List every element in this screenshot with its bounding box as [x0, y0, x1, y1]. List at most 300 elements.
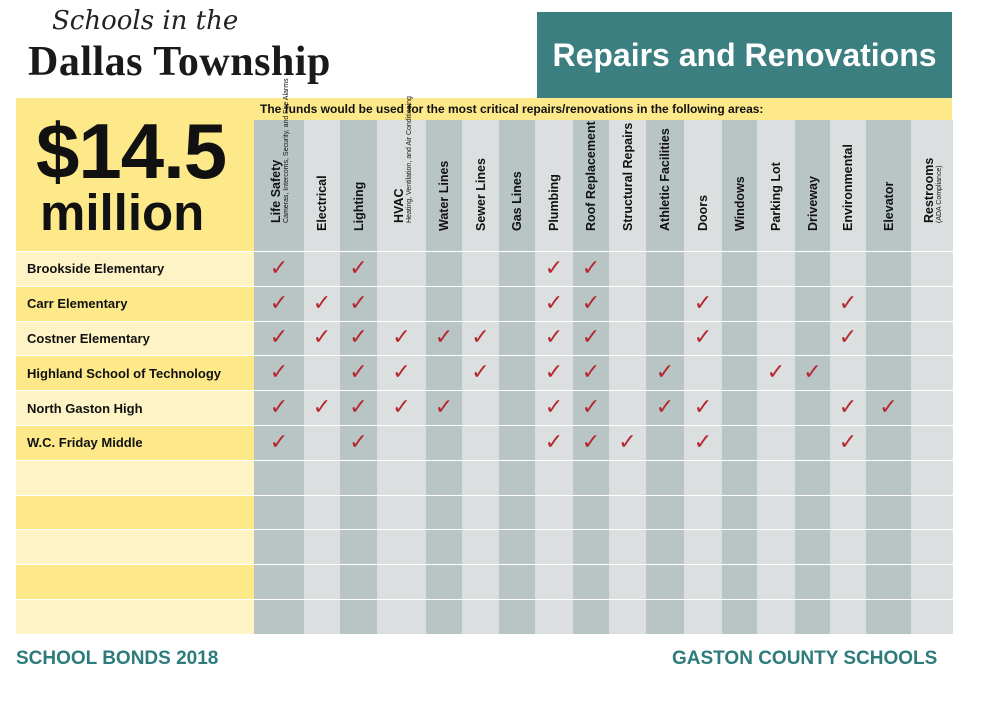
column-header-label	[769, 162, 783, 231]
grid-cell	[377, 529, 426, 564]
column-header-text: Water Lines	[437, 160, 451, 231]
column-13	[757, 120, 795, 634]
grid-cell	[684, 529, 722, 564]
grid-cell	[573, 251, 609, 286]
grid-cell	[609, 390, 646, 425]
check-icon: ✓	[544, 429, 564, 455]
school-row-label	[16, 495, 254, 530]
grid-cell	[684, 390, 722, 425]
check-icon: ✓	[349, 395, 368, 421]
grid-cell	[254, 355, 304, 390]
grid-cell	[830, 460, 866, 495]
grid-cell	[462, 355, 499, 390]
grid-cell	[684, 564, 722, 599]
grid-cell	[573, 460, 609, 495]
grid-cell	[830, 251, 866, 286]
check-icon: ✓	[693, 325, 713, 351]
grid-cell	[254, 390, 304, 425]
grid-cell	[911, 529, 953, 564]
grid-cell	[609, 321, 646, 356]
check-icon: ✓	[269, 395, 289, 421]
grid-cell	[304, 599, 340, 634]
grid-cell	[795, 286, 830, 321]
grid-cell	[757, 251, 795, 286]
grid-cell	[757, 564, 795, 599]
grid-cell	[911, 599, 953, 634]
grid-cell	[535, 425, 573, 460]
check-icon: ✓	[581, 290, 601, 316]
column-header-text: HVAC	[391, 188, 406, 223]
grid-cell	[535, 286, 573, 321]
grid-cell	[866, 390, 911, 425]
grid-cell	[426, 599, 462, 634]
grid-cell	[684, 599, 722, 634]
grid-cell	[535, 564, 573, 599]
column-header	[426, 120, 462, 252]
grid-cell	[377, 251, 426, 286]
column-header-label	[352, 182, 366, 231]
grid-cell	[646, 286, 684, 321]
grid-cell	[911, 321, 953, 356]
grid-cell	[830, 390, 866, 425]
grid-cell	[911, 251, 953, 286]
grid-cell	[254, 529, 304, 564]
grid-cell	[684, 355, 722, 390]
grid-cell	[254, 599, 304, 634]
school-row-label: Carr Elementary	[16, 286, 254, 321]
grid-cell	[684, 460, 722, 495]
column-header-label	[437, 161, 451, 231]
grid-cell	[462, 425, 499, 460]
check-icon: ✓	[349, 429, 368, 455]
grid-cell	[646, 390, 684, 425]
column-header-subtext: Heating, Ventilation, and Air Conditioning	[405, 96, 413, 223]
grid-cell	[499, 460, 535, 495]
column-header-text: Doors	[696, 194, 710, 231]
grid-cell	[795, 355, 830, 390]
column-header-text: Athletic Facilities	[658, 128, 672, 231]
check-icon: ✓	[349, 255, 368, 281]
grid-cell	[866, 495, 911, 530]
grid-cell	[866, 251, 911, 286]
grid-cell	[646, 251, 684, 286]
grid-cell	[462, 286, 499, 321]
column-header-label	[547, 174, 561, 231]
grid-cell	[646, 529, 684, 564]
grid-cell	[757, 321, 795, 356]
grid-cell	[573, 286, 609, 321]
grid-cell	[573, 425, 609, 460]
grid-cell	[866, 286, 911, 321]
funding-amount: $14.5	[36, 107, 227, 195]
check-icon: ✓	[581, 360, 601, 386]
grid-cell	[722, 425, 757, 460]
grid-cell	[499, 251, 535, 286]
check-icon: ✓	[838, 290, 858, 316]
script-title: Schools in the	[52, 6, 239, 36]
check-icon: ✓	[655, 395, 675, 421]
grid-cell	[795, 564, 830, 599]
grid-cell	[377, 321, 426, 356]
grid-cell	[757, 529, 795, 564]
grid-cell	[304, 355, 340, 390]
grid-cell	[426, 251, 462, 286]
column-header	[377, 96, 426, 252]
grid-cell	[795, 460, 830, 495]
grid-cell	[340, 460, 377, 495]
grid-cell	[535, 460, 573, 495]
grid-cell	[911, 425, 953, 460]
grid-cell	[377, 599, 426, 634]
column-header-label	[658, 128, 672, 231]
grid-cell	[609, 599, 646, 634]
school-row-label	[16, 599, 254, 634]
grid-cell	[426, 529, 462, 564]
check-icon: ✓	[838, 429, 858, 455]
grid-cell	[462, 599, 499, 634]
grid-cell	[722, 495, 757, 530]
check-icon: ✓	[269, 325, 289, 351]
grid-cell	[830, 599, 866, 634]
grid-cell	[426, 390, 462, 425]
grid-cell	[304, 495, 340, 530]
column-header-text: Electrical	[315, 175, 329, 231]
grid-cell	[757, 355, 795, 390]
grid-cell	[499, 321, 535, 356]
grid-cell	[646, 425, 684, 460]
grid-cell	[795, 425, 830, 460]
column-16	[866, 120, 911, 634]
grid-cell	[830, 564, 866, 599]
school-row-label: W.C. Friday Middle	[16, 425, 254, 460]
grid-cell	[462, 564, 499, 599]
column-header	[462, 120, 499, 252]
grid-cell	[573, 529, 609, 564]
check-icon: ✓	[269, 255, 289, 281]
column-header-text: Restrooms	[922, 157, 936, 223]
school-row-label	[16, 529, 254, 564]
grid-cell	[254, 425, 304, 460]
grid-cell	[757, 390, 795, 425]
column-header-label	[621, 123, 635, 231]
grid-cell	[462, 460, 499, 495]
grid-cell	[609, 355, 646, 390]
column-header-subtext: Cameras, Intercoms, Security, and Fire Alarms	[283, 78, 290, 223]
grid-cell	[757, 460, 795, 495]
check-icon: ✓	[581, 325, 601, 351]
column-5	[462, 120, 499, 634]
grid-cell	[377, 286, 426, 321]
check-icon: ✓	[392, 395, 411, 421]
grid-cell	[795, 599, 830, 634]
grid-cell	[646, 564, 684, 599]
grid-cell	[795, 390, 830, 425]
column-header-label	[696, 195, 710, 231]
column-header	[646, 120, 684, 252]
check-icon: ✓	[693, 429, 713, 455]
grid-cell	[646, 495, 684, 530]
school-row-label	[16, 460, 254, 495]
grid-cell	[499, 355, 535, 390]
grid-cell	[254, 564, 304, 599]
check-icon: ✓	[434, 325, 454, 351]
column-1	[304, 120, 340, 634]
column-header	[684, 120, 722, 252]
check-icon: ✓	[349, 360, 368, 386]
check-icon: ✓	[312, 325, 332, 351]
grid-cell	[609, 460, 646, 495]
check-icon: ✓	[581, 429, 601, 455]
column-3	[377, 96, 426, 634]
column-header	[254, 78, 304, 252]
grid-cell	[304, 460, 340, 495]
grid-cell	[573, 355, 609, 390]
column-header-text: Roof Replacement	[584, 121, 598, 231]
column-header-label	[392, 96, 414, 223]
column-header	[340, 120, 377, 252]
column-header-text: Structural Repairs	[620, 122, 635, 231]
check-icon: ✓	[312, 290, 332, 316]
check-icon: ✓	[581, 395, 601, 421]
column-11	[684, 120, 722, 634]
column-header-text: Lighting	[351, 181, 366, 231]
column-header-subtext: (ADA Compliance)	[936, 165, 943, 223]
grid-cell	[684, 286, 722, 321]
column-header-label	[474, 158, 488, 231]
grid-cell	[866, 425, 911, 460]
column-header-text: Sewer Lines	[473, 158, 488, 231]
grid-cell	[426, 495, 462, 530]
column-8	[573, 120, 609, 634]
grid-cell	[340, 495, 377, 530]
column-4	[426, 120, 462, 634]
check-icon: ✓	[544, 325, 564, 351]
check-icon: ✓	[349, 290, 368, 316]
column-header	[866, 120, 911, 252]
grid-cell	[911, 390, 953, 425]
check-icon: ✓	[392, 325, 411, 351]
grid-cell	[340, 599, 377, 634]
school-row-label	[16, 564, 254, 599]
grid-cell	[757, 286, 795, 321]
check-icon: ✓	[838, 325, 858, 351]
column-header-label	[510, 171, 524, 231]
grid-cell	[609, 251, 646, 286]
grid-cell	[340, 355, 377, 390]
grid-cell	[462, 321, 499, 356]
column-header-text: Environmental	[841, 144, 855, 231]
check-icon: ✓	[471, 325, 490, 351]
column-header	[609, 120, 646, 252]
grid-cell	[795, 321, 830, 356]
grid-cell	[830, 321, 866, 356]
column-header	[795, 120, 830, 252]
footer-school-bonds: SCHOOL BONDS 2018	[16, 648, 219, 669]
grid-cell	[795, 495, 830, 530]
column-header	[911, 120, 953, 252]
grid-cell	[304, 425, 340, 460]
grid-cell	[377, 495, 426, 530]
column-header-text: Gas Lines	[510, 171, 524, 231]
grid-cell	[254, 495, 304, 530]
grid-cell	[830, 425, 866, 460]
grid-cell	[573, 599, 609, 634]
grid-cell	[646, 460, 684, 495]
funding-unit: million	[40, 184, 205, 241]
column-header-text: Life Safety	[269, 159, 283, 223]
column-0	[254, 78, 304, 634]
grid-cell	[462, 251, 499, 286]
funds-intro: The funds would be used for the most critical repairs/renovations in the following areas:	[254, 98, 952, 120]
grid-cell	[911, 495, 953, 530]
grid-cell	[646, 599, 684, 634]
grid-cell	[377, 390, 426, 425]
grid-cell	[340, 529, 377, 564]
check-icon: ✓	[655, 360, 675, 386]
grid-cell	[535, 390, 573, 425]
column-header-label	[806, 176, 820, 231]
column-header	[304, 120, 340, 252]
grid-cell	[609, 564, 646, 599]
column-header-label	[882, 182, 896, 231]
column-17	[911, 120, 953, 634]
column-header	[499, 120, 535, 252]
grid-cell	[722, 460, 757, 495]
check-icon: ✓	[544, 290, 564, 316]
column-7	[535, 120, 573, 634]
column-header	[757, 120, 795, 252]
grid-cell	[535, 355, 573, 390]
grid-cell	[426, 564, 462, 599]
column-header-text: Plumbing	[547, 174, 561, 231]
grid-cell	[722, 564, 757, 599]
footer-gaston-county: GASTON COUNTY SCHOOLS	[672, 648, 938, 669]
grid-cell	[911, 355, 953, 390]
grid-cell	[304, 321, 340, 356]
grid-cell	[304, 251, 340, 286]
check-icon: ✓	[434, 395, 454, 421]
grid-cell	[254, 286, 304, 321]
check-icon: ✓	[392, 360, 411, 386]
check-icon: ✓	[618, 429, 637, 455]
column-10	[646, 120, 684, 634]
grid-cell	[426, 286, 462, 321]
column-header	[830, 120, 866, 252]
grid-cell	[462, 390, 499, 425]
column-header-label	[922, 158, 944, 223]
grid-cell	[609, 425, 646, 460]
school-row-label: Brookside Elementary	[16, 251, 254, 286]
grid-cell	[866, 355, 911, 390]
grid-cell	[866, 599, 911, 634]
grid-cell	[609, 286, 646, 321]
grid-cell	[499, 564, 535, 599]
grid-cell	[911, 460, 953, 495]
column-6	[499, 120, 535, 634]
grid-cell	[866, 529, 911, 564]
banner-title: Repairs and Renovations	[537, 12, 952, 98]
grid-cell	[684, 251, 722, 286]
check-icon: ✓	[349, 325, 368, 351]
grid-cell	[426, 321, 462, 356]
grid-cell	[722, 599, 757, 634]
grid-cell	[911, 564, 953, 599]
column-2	[340, 120, 377, 634]
grid-cell	[535, 529, 573, 564]
grid-cell	[340, 390, 377, 425]
grid-cell	[684, 425, 722, 460]
grid-cell	[254, 460, 304, 495]
grid-cell	[795, 529, 830, 564]
column-9	[609, 120, 646, 634]
grid-cell	[377, 355, 426, 390]
column-header-label	[841, 144, 855, 231]
column-15	[830, 120, 866, 634]
grid-cell	[573, 390, 609, 425]
grid-cell	[722, 321, 757, 356]
grid-cell	[830, 355, 866, 390]
grid-cell	[499, 495, 535, 530]
grid-cell	[757, 495, 795, 530]
grid-cell	[866, 564, 911, 599]
check-icon: ✓	[544, 395, 564, 421]
check-icon: ✓	[693, 290, 713, 316]
grid-cell	[722, 529, 757, 564]
grid-cell	[377, 425, 426, 460]
check-icon: ✓	[693, 395, 713, 421]
grid-cell	[795, 251, 830, 286]
grid-cell	[462, 529, 499, 564]
grid-cell	[340, 321, 377, 356]
grid-cell	[535, 599, 573, 634]
grid-cell	[830, 529, 866, 564]
check-icon: ✓	[544, 255, 564, 281]
grid-cell	[462, 495, 499, 530]
column-14	[795, 120, 830, 634]
school-row-label: Highland School of Technology	[16, 355, 254, 390]
grid-cell	[377, 564, 426, 599]
grid-cell	[254, 321, 304, 356]
main-title: Dallas Township	[28, 39, 331, 85]
check-icon: ✓	[803, 360, 822, 386]
grid-cell	[722, 355, 757, 390]
grid-cell	[499, 425, 535, 460]
grid-cell	[499, 529, 535, 564]
grid-cell	[646, 355, 684, 390]
grid-cell	[340, 251, 377, 286]
column-header	[573, 120, 609, 252]
grid-cell	[684, 495, 722, 530]
grid-cell	[340, 286, 377, 321]
grid-cell	[866, 321, 911, 356]
grid-cell	[609, 495, 646, 530]
check-icon: ✓	[312, 395, 332, 421]
grid-cell	[340, 564, 377, 599]
column-header	[535, 120, 573, 252]
grid-cell	[830, 286, 866, 321]
column-header-label	[269, 78, 291, 223]
check-icon: ✓	[838, 395, 858, 421]
grid-cell	[426, 425, 462, 460]
grid-cell	[499, 286, 535, 321]
grid-cell	[535, 321, 573, 356]
check-icon: ✓	[269, 290, 289, 316]
grid-cell	[573, 321, 609, 356]
grid-cell	[757, 425, 795, 460]
column-header-text: Windows	[732, 176, 747, 231]
column-header-label	[584, 121, 598, 231]
grid-cell	[866, 460, 911, 495]
